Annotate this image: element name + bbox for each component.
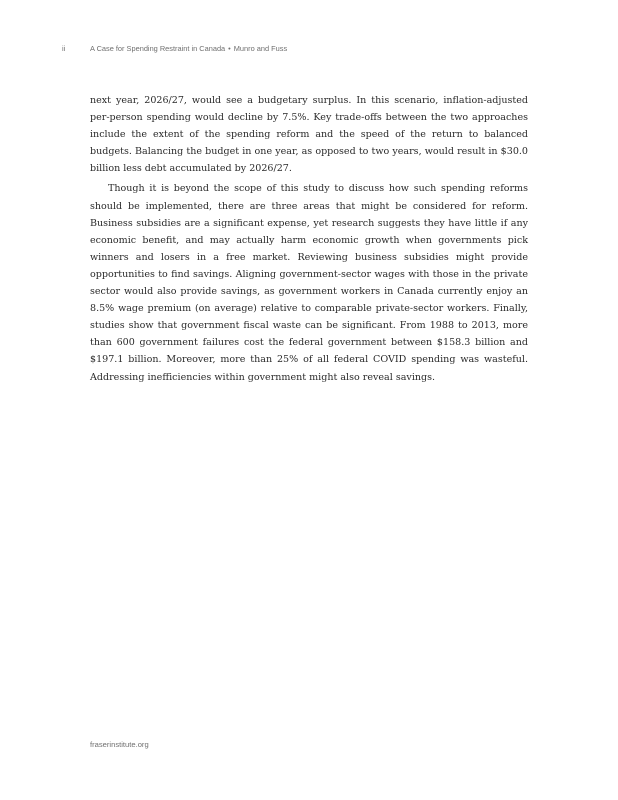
page-number: ii [62, 44, 66, 53]
document-authors: Munro and Fuss [233, 44, 288, 53]
running-header [62, 44, 287, 53]
paragraph-reform-areas: Though it is beyond the scope of this study to discuss how such spending reforms should be implemented, there are three areas that might be considered for reform. Business subsidies are a significant expense, yet research suggests they have little if any economic benefit, and may actually harm economic growth when governments pick winners and losers in a free market. Reviewing business subsidies might provide opportunities to find savings. Aligning government-sector wages with those in the private sector would also provide savings, as government workers in Canada currently enjoy an 8.5% wage premium (on average) relative to comparable private-sector workers. Finally, studies show that government fiscal waste can be significant. From 1988 to 2013, more than 600 government failures cost the federal government between $158.3 billion and $197.1 billion. Moreover, more than 25% of all federal COVID spending was wasteful. Addressing inefficiencies within government might also reveal savings. [90, 183, 528, 383]
running-footer: fraserinstitute.org [90, 740, 149, 749]
document-title: A Case for Spending Restraint in Canada [90, 44, 226, 53]
body-text [90, 92, 528, 389]
header-separator: • [228, 44, 231, 53]
paragraph-continuation: next year, 2026/27, would see a budgetary surplus. In this scenario, inflation-adjusted per-person spending would decline by 7.5%. Key trade-offs between the two approaches include the extent of the spending reform and the speed of the return to balanced budgets. Balancing the budget in one year, as opposed to two years, would result in $30.0 billion less debt accumulated by 2026/27. [90, 95, 528, 175]
